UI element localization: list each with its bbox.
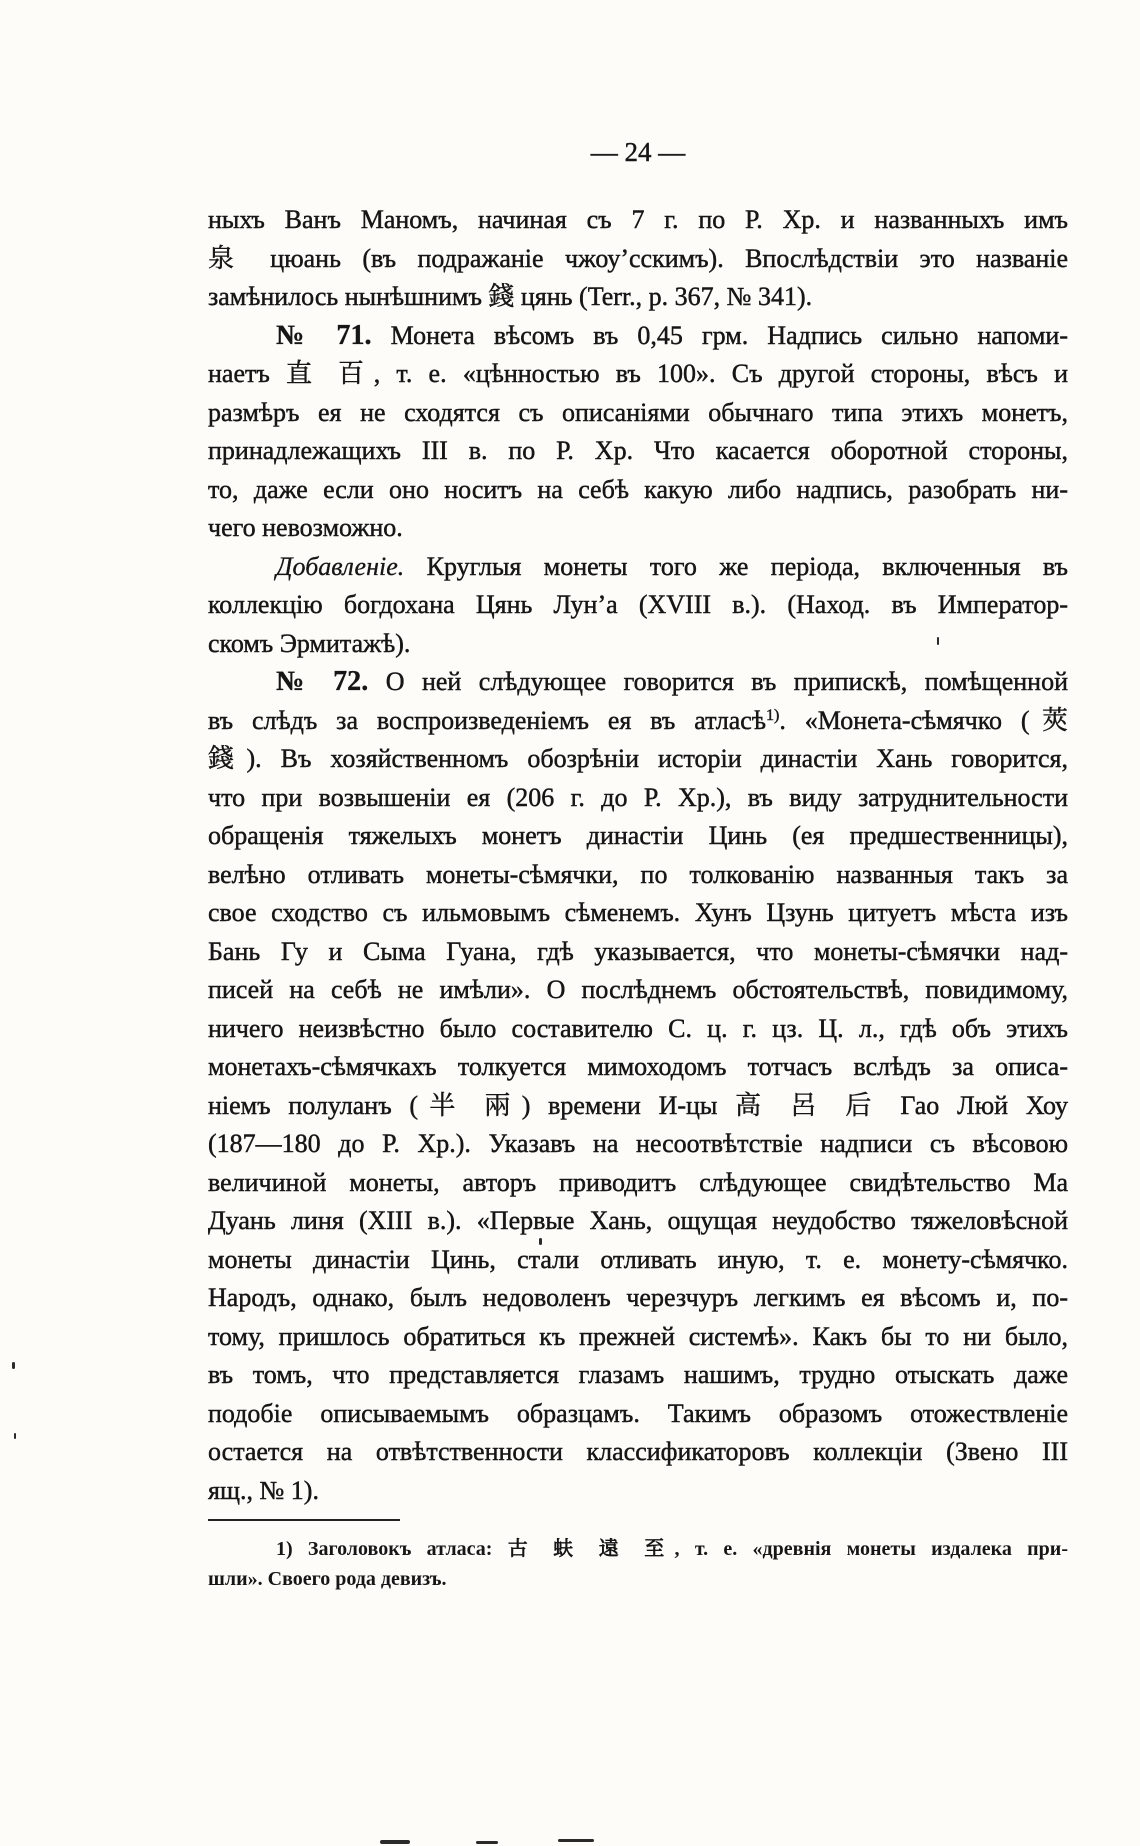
text-line: замѣнилось нынѣшнимъ 錢 цянь (Terr., p. 367, № 341).	[208, 282, 813, 311]
text-line: монетахъ-сѣмячкахъ толкуется мимоходомъ тотчасъ вслѣдъ за описа-	[208, 1052, 1068, 1081]
text-line: скомъ Эрмитажѣ).	[208, 628, 411, 658]
text-line: 錢). Въ хозяйственномъ обозрѣніи исторіи династіи Хань говорится,	[208, 744, 1068, 773]
text-line: то, даже если оно носитъ на себѣ какую либо надпись, разобрать ни-	[208, 474, 1068, 504]
text-line: (187—180 до Р. Хр.). Указавъ на несоотвѣтствіе надписи съ вѣсовою	[208, 1129, 1068, 1158]
text-line: Дуань линя (XIII в.). «Первые Хань, ощущая неудобство тяжеловѣсной	[208, 1206, 1068, 1235]
line-text: Монета вѣсомъ въ 0,45 грм. Надпись сильно напоми-	[390, 320, 1069, 350]
scan-speck	[539, 1238, 542, 1245]
text-line: ничего неизвѣстно было составителю С. ц. г. цз. Ц. л., гдѣ объ этихъ	[208, 1013, 1068, 1043]
line-text: О ней слѣдующее говорится въ припискѣ, помѣщенной	[385, 667, 1068, 696]
text-line: размѣръ ея не сходятся съ описаніями обычнаго типа этихъ монетъ,	[208, 397, 1068, 427]
text-line: Народъ, однако, былъ недоволенъ черезчуръ легкимъ ея вѣсомъ и, по-	[208, 1283, 1068, 1312]
text-line: тому, пришлось обратиться къ прежней системѣ». Какъ бы то ни было,	[208, 1321, 1068, 1351]
text-line	[208, 663, 1068, 702]
text-line: остается на отвѣтственности классификаторовъ коллекціи (Звено III	[208, 1437, 1068, 1466]
line-text: Круглыя монеты того же періода, включенныя въ	[426, 551, 1069, 581]
line-text: . «Монета-сѣмячко (莢	[779, 705, 1068, 735]
text-line: свое сходство съ ильмовымъ сѣменемъ. Хунъ Цзунь цитуетъ мѣста изъ	[208, 898, 1068, 927]
text-line	[208, 317, 1068, 356]
addendum-label: Добавленіе.	[276, 551, 405, 581]
text-line	[208, 702, 1068, 741]
text-line	[208, 548, 1068, 587]
scan-speck	[476, 1841, 498, 1844]
text-line: принадлежащихъ III в. по Р. Хр. Что касается оборотной стороны,	[208, 436, 1068, 465]
text-line: обращенія тяжелыхъ монетъ династіи Цинь (ея предшественницы),	[208, 821, 1068, 850]
main-text	[208, 201, 1068, 1510]
line-text: въ слѣдъ за воспроизведеніемъ ея въ атласѣ	[208, 705, 766, 735]
text-line: ніемъ полуланъ (半 兩) времени И-цы 高 呂 后 Гао Люй Хоу	[208, 1090, 1068, 1120]
text-line: монеты династіи Цинь, стали отливать иную, т. е. монету-сѣмячко.	[208, 1244, 1068, 1274]
page-number: — 24 —	[590, 137, 686, 167]
text-line: писей на себѣ не имѣли». О послѣднемъ обстоятельствѣ, повидимому,	[208, 975, 1068, 1004]
footnote-rule	[208, 1519, 400, 1521]
text-line: чего невозможно.	[208, 513, 403, 542]
scan-speck	[937, 637, 939, 645]
scan-speck	[380, 1840, 410, 1844]
text-line: подобіе описываемымъ образцамъ. Такимъ образомъ отожествленіе	[208, 1398, 1068, 1428]
scan-speck	[558, 1839, 594, 1842]
scan-speck	[12, 1362, 15, 1369]
text-line: величиной монеты, авторъ приводитъ слѣдующее свидѣтельство Ма	[208, 1167, 1068, 1197]
text-line: коллекцію богдохана Цянь Лун’а (XVIII в.). (Наход. въ Император-	[208, 590, 1068, 619]
scan-speck	[14, 1433, 16, 1439]
entry-number: № 72.	[276, 666, 369, 697]
footnote-line: шли». Своего рода девизъ.	[208, 1568, 447, 1590]
text-line: 泉 цюань (въ подражаніе чжоу’сскимъ). Впослѣдствіи это названіе	[208, 243, 1068, 273]
text-line: наетъ 直 百, т. е. «цѣнностью въ 100». Съ другой стороны, вѣсъ и	[208, 359, 1068, 388]
footnote	[208, 1534, 1068, 1594]
text-line: въ томъ, что представляется глазамъ нашимъ, трудно отыскать даже	[208, 1360, 1068, 1389]
footnote-ref: 1)	[765, 706, 780, 724]
text-line: ныхъ Ванъ Маномъ, начиная съ 7 г. по Р. Хр. и названныхъ имъ	[208, 205, 1068, 234]
footnote-line: 1) Заголовокъ атласа: 古 蚨 遠 至, т. е. «древнія монеты издалека при-	[276, 1538, 1068, 1560]
text-line: Бань Гу и Сыма Гуана, гдѣ указывается, что монеты-сѣмячки над-	[208, 936, 1068, 966]
entry-number: № 71.	[276, 319, 372, 351]
text-line: ящ., № 1).	[208, 1475, 319, 1505]
text-line: что при возвышеніи ея (206 г. до Р. Хр.), въ виду затруднительности	[208, 782, 1068, 812]
text-line: велѣно отливать монеты-сѣмячки, по толкованію названныя такъ за	[208, 859, 1068, 889]
